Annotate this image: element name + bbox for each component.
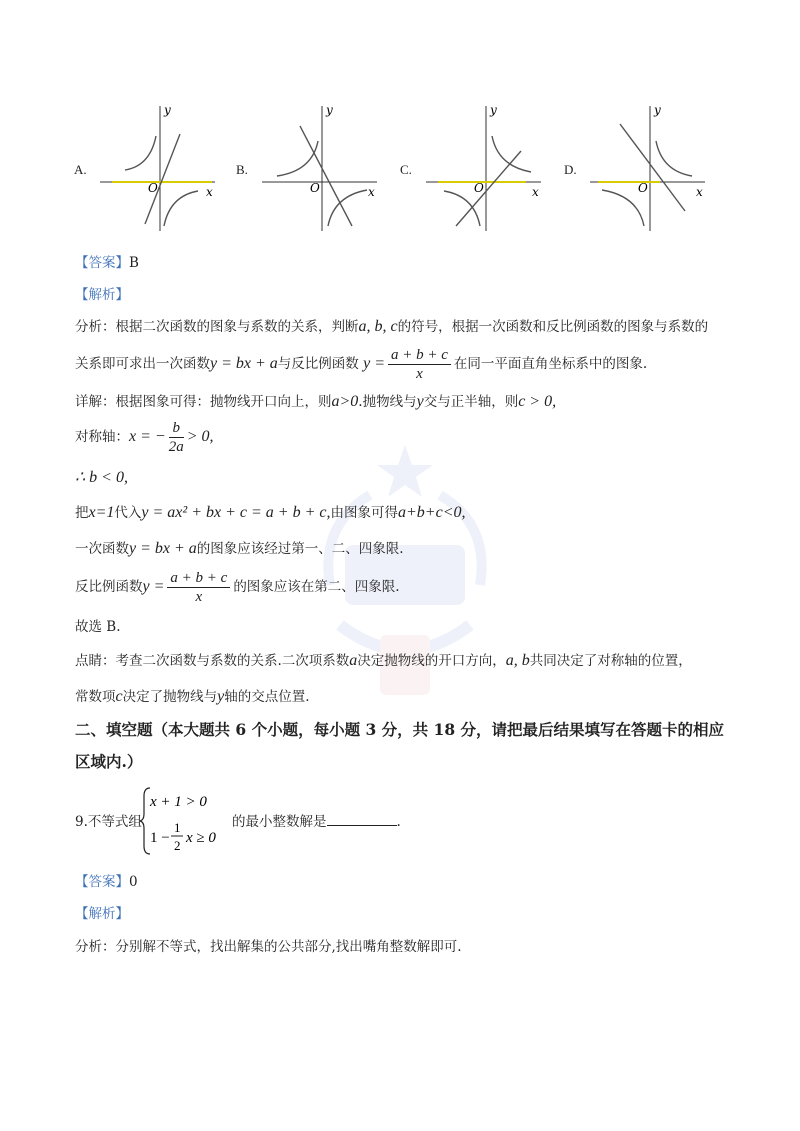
x-axis-label: x (206, 185, 213, 199)
graph-option-c (396, 96, 546, 236)
svg-text:x: x (532, 185, 539, 199)
answer-line: 【答案】0 (75, 874, 138, 890)
question-9-suffix: 的最小整数解是 . (232, 814, 401, 830)
symmetry-axis-line: 对称轴：x = − $\frac{b}{2a}$ > 0, (75, 420, 214, 455)
fraction: $\frac{a + b + c}{x}$ (167, 569, 230, 606)
svg-text:2: 2 (174, 838, 181, 853)
answer-value: B (129, 255, 139, 271)
svg-text:O: O (310, 181, 320, 195)
choose-line: 故选 B. (75, 619, 121, 635)
svg-text:O: O (638, 181, 648, 195)
option-label: D. (564, 162, 577, 177)
graph-a-plot (90, 96, 220, 236)
svg-text:y: y (654, 103, 661, 117)
analysis-paragraph: 分析：分别解不等式，找出解集的公共部分,找出嘴角整数解即可. (75, 939, 462, 955)
linear-function-line: 一次函数y = bx + a的图象应该经过第一、二、四象限. (75, 540, 404, 557)
conclusion-line: ∴ b < 0, (75, 469, 128, 486)
analysis-heading: 【解析】 (75, 906, 129, 922)
section-heading-line-2: 区域内.） (75, 752, 143, 771)
svg-text:x: x (368, 185, 375, 199)
detail-paragraph: 详解：根据图象可得：抛物线开口向上，则a>0.抛物线与y交与正半轴，则c > 0, (75, 393, 557, 410)
option-label: A. (74, 162, 87, 177)
analysis-paragraph-2: 关系即可求出一次函数y = bx + a与反比例函数 y = $\frac{a + b + c}{x}$ 在同一平面直角坐标系中的图象. (75, 347, 648, 382)
inverse-function-line: 反比例函数y = $\frac{a + b + c}{x}$ 的图象应该在第二、四象限. (75, 570, 400, 605)
option-label: C. (400, 162, 412, 177)
origin-label: O (148, 181, 158, 195)
svg-text:y: y (326, 103, 333, 117)
svg-text:y: y (490, 103, 497, 117)
graph-option-b (232, 96, 382, 236)
answer-blank (327, 813, 397, 826)
fraction: $\frac{a + b + c}{x}$ (388, 346, 451, 383)
svg-text:x: x (696, 185, 703, 199)
key-point-line-2: 常数项c决定了抛物线与y轴的交点位置. (75, 688, 310, 705)
analysis-label: 【解析】 (75, 287, 129, 303)
inequality-2-prefix: 1 − (150, 830, 170, 846)
analysis-paragraph-1: 分析：根据二次函数的图象与系数的关系，判断a, b, c的符号，根据一次函数和反比例函数的图象与系数的 (75, 318, 709, 335)
graph-d-plot (580, 96, 710, 236)
answer-label: 【答案】 (75, 255, 129, 271)
answer-line (75, 253, 139, 273)
y-axis-label: y (164, 103, 171, 117)
substitute-line: 把x=1代入y = ax² + bx + c = a + b + c,由图象可得a+b+c<0, (75, 504, 466, 521)
question-9-prefix: 9.不等式组 (75, 814, 142, 830)
analysis-heading (75, 285, 129, 305)
option-label: B. (236, 162, 248, 177)
graph-b-plot (252, 96, 382, 236)
svg-text:O: O (474, 181, 484, 195)
svg-text:1: 1 (174, 820, 181, 835)
inequality-system (140, 786, 230, 856)
section-heading-line-1: 二、填空题（本大题共 6 个小题，每小题 3 分，共 18 分，请把最后结果填写在答题卡的相应 (75, 720, 725, 739)
inequality-2-suffix: x ≥ 0 (186, 830, 216, 846)
key-point-line-1: 点睛：考查二次函数与系数的关系.二次项系数a决定抛物线的开口方向，a, b共同决定了对称轴的位置， (75, 652, 692, 669)
inequality-1: x + 1 > 0 (150, 794, 207, 810)
fraction: $\frac{b}{2a}$ (168, 420, 184, 455)
graph-options (70, 96, 730, 236)
graph-c-plot (416, 96, 546, 236)
graph-option-d (560, 96, 710, 236)
graph-option-a (70, 96, 220, 236)
